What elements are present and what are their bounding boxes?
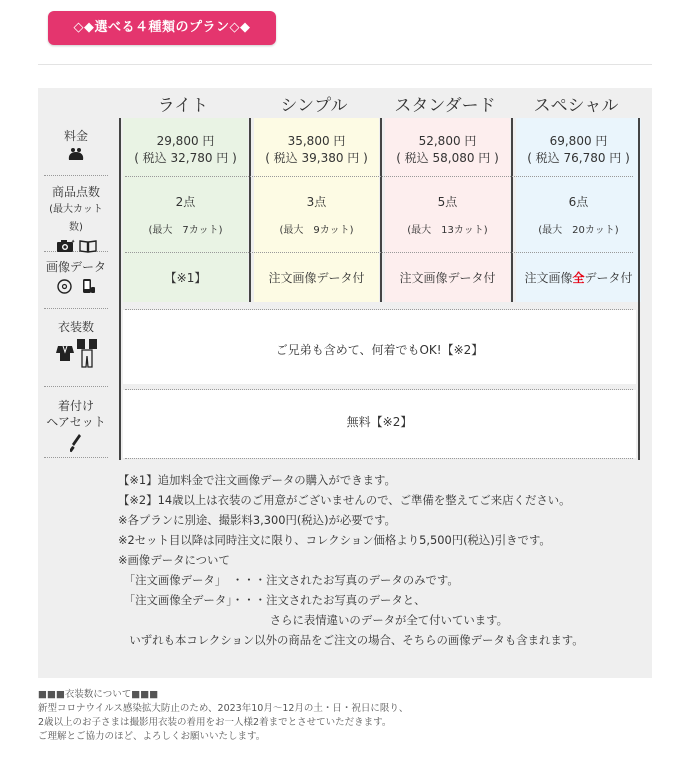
price-lite: 29,800 円 [156, 134, 215, 148]
category-items [44, 184, 108, 253]
phone-icon [82, 278, 96, 294]
note-line: 【※2】14歳以上は衣装のご用意がございませんので、ご準備を整えてご来店ください。 [118, 493, 571, 507]
note-line: さらに表情違いのデータが全て付いています。 [118, 613, 508, 627]
cuts-lite: (最大 7カット) [148, 225, 223, 236]
image-data-lite: 【※1】 [164, 271, 207, 285]
items-lite: 2点 [175, 195, 196, 209]
cuts-special: (最大 20カット) [538, 225, 619, 236]
category-image-label: 画像データ [45, 260, 106, 274]
divider [38, 64, 652, 65]
footer-line: ■■■衣装数について■■■ [38, 689, 159, 700]
svg-text:✦: ✦ [70, 239, 75, 245]
note-line: ※2セット目以降は同時注文に限り、コレクション価格より5,500円(税込)引きです。 [118, 533, 551, 547]
price-tax-special: ( 税込 76,780 円 ) [527, 151, 630, 165]
items-standard: 5点 [437, 195, 458, 209]
book-icon [79, 239, 97, 253]
purse-icon [67, 147, 85, 161]
note-line: ※画像データについて [118, 553, 230, 567]
price-cell-lite [123, 132, 248, 166]
brush-icon [70, 433, 82, 453]
category-price-label: 料金 [63, 129, 88, 143]
row-separator [44, 386, 108, 387]
row-separator [44, 308, 108, 309]
plan-name-standard: スタンダード [394, 96, 496, 116]
items-special: 6点 [568, 195, 589, 209]
footer-line: ご理解とご協力のほど、よろしくお願いいたします。 [38, 731, 266, 742]
items-cell-simple [254, 193, 379, 236]
all-highlight: 全 [572, 271, 585, 285]
note-line: 【※1】追加料金で注文画像データの購入ができます。 [118, 473, 396, 487]
price-special: 69,800 円 [549, 134, 608, 148]
category-price [44, 128, 108, 161]
items-cell-special [516, 193, 641, 236]
cuts-simple: (最大 9カット) [279, 225, 354, 236]
kimono-icon [55, 344, 75, 362]
price-tax-standard: ( 税込 58,080 円 ) [396, 151, 499, 165]
row-separator [125, 309, 633, 310]
column-line [119, 118, 121, 460]
column-line [380, 118, 382, 302]
column-line [638, 118, 640, 460]
footer-line: 2歳以上のお子さまは撮影用衣装の着用をお一人様2着までとさせていただきます。 [38, 717, 392, 728]
category-hair [44, 398, 108, 453]
items-cell-lite [123, 193, 248, 236]
price-cell-simple [254, 132, 379, 166]
category-hair-label-2: ヘアセット [46, 415, 106, 429]
cuts-standard: (最大 13カット) [407, 225, 488, 236]
note-line: 「注文画像データ」 ・・・注文されたお写真のデータのみです。 [118, 573, 459, 587]
image-data-simple: 注文画像データ付 [268, 271, 365, 285]
items-cell-standard [385, 193, 510, 236]
price-simple: 35,800 円 [287, 134, 346, 148]
category-hair-label-1: 着付け [57, 399, 94, 413]
row-separator [125, 252, 633, 253]
disc-icon [57, 279, 72, 294]
row-separator [125, 176, 633, 177]
category-items-sublabel: (最大カット数) [49, 204, 103, 233]
row-separator [125, 389, 633, 390]
row-separator [44, 457, 108, 458]
price-tax-simple: ( 税込 39,380 円 ) [265, 151, 368, 165]
plan-name-simple: シンプル [280, 96, 348, 116]
column-line [249, 118, 251, 302]
row-separator [44, 175, 108, 176]
price-cell-special [516, 132, 641, 166]
notes-list [118, 470, 584, 650]
footer-line: 新型コロナウイルス感染拡大防止のため、2023年10月〜12月の土・日・祝日に限り、 [38, 703, 409, 714]
plans-heading-badge: ◇◆選べる４種類のプラン◇◆ [48, 11, 276, 45]
items-simple: 3点 [306, 195, 327, 209]
image-data-standard: 注文画像データ付 [399, 271, 496, 285]
price-tax-lite: ( 税込 32,780 円 ) [134, 151, 237, 165]
plan-name-special: スペシャル [533, 96, 619, 116]
suit-icon [76, 338, 98, 368]
note-line: いずれも本コレクション以外の商品をご注文の場合、そちらの画像データも含まれます。 [118, 633, 584, 647]
image-data-special: 注文画像全データ付 [524, 271, 633, 285]
category-costume [44, 319, 108, 368]
costume-value: ご兄弟も含めて、何着でもOK!【※2】 [275, 343, 484, 357]
category-image [44, 259, 108, 294]
row-separator [125, 458, 633, 459]
category-items-label: 商品点数 [51, 185, 100, 199]
hair-value: 無料【※2】 [346, 415, 413, 429]
price-cell-standard [385, 132, 510, 166]
price-standard: 52,800 円 [418, 134, 477, 148]
note-line: ※各プランに別途、撮影料3,300円(税込)が必要です。 [118, 513, 396, 527]
note-line: 「注文画像全データ」・・・注文されたお写真のデータと、 [118, 593, 426, 607]
footer-notice [38, 688, 408, 744]
column-line [511, 118, 513, 302]
plan-name-lite: ライト [157, 96, 209, 116]
camera-icon [56, 239, 76, 253]
category-costume-label: 衣装数 [57, 320, 94, 334]
